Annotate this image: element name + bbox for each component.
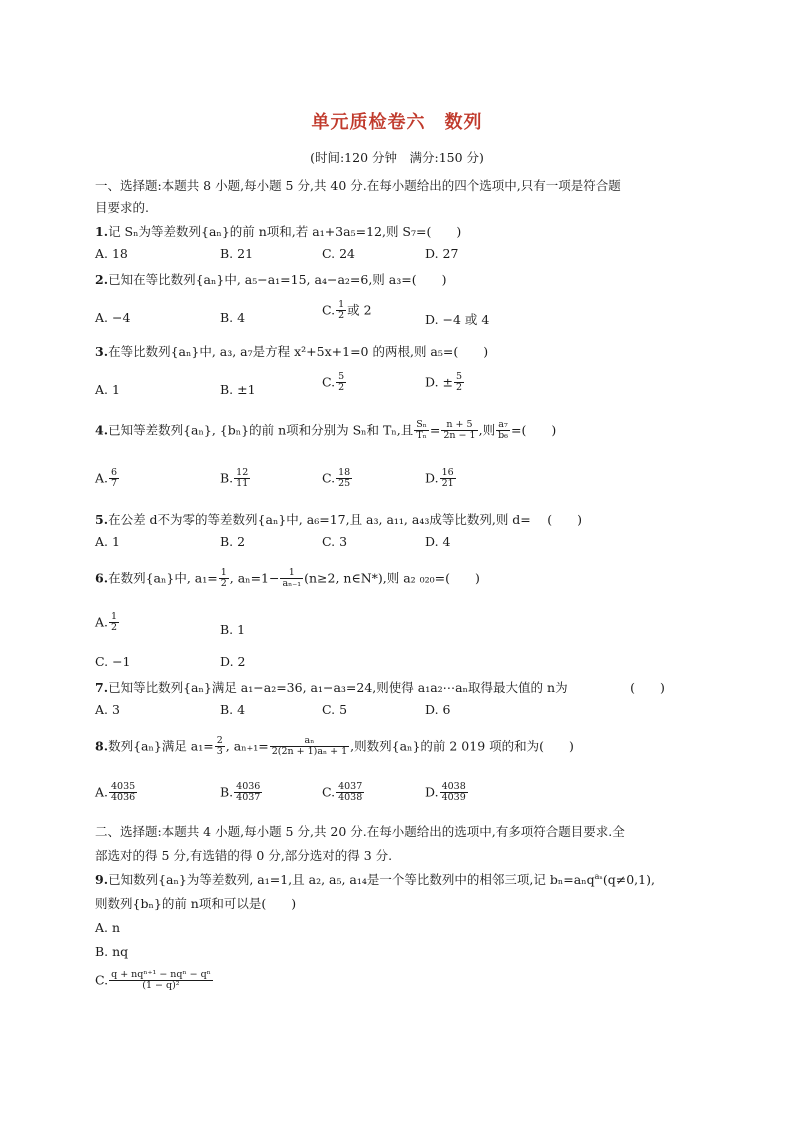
question-text: 在公差 d不为零的等差数列{aₙ}中, a₆=17,且 a₃, a₁₁, a₄₃成等比数列,则 d= ( ) [108,512,582,527]
q5-option-a: A. 1 [95,534,120,549]
question-4: 4.已知等差数列{aₙ}, {bₙ}的前 n项和分别为 Sₙ和 Tₙ,且 $\frac{\text{Sₙ}}{\text{Tₙ}}$ = $\frac{n + 5}{2n - 1}$ ,则 $\frac{\text{a₇}}{\text{b₆}}$ =( ) [95,419,557,442]
question-text: 在等比数列{aₙ}中, a₃, a₇是方程 x²+5x+1=0 的两根,则 a₅=( ) [108,344,489,359]
question-number: 9. [95,872,109,887]
q6-option-c: C. −1 [95,654,131,669]
fraction: $\frac{\text{a₇}}{\text{b₆}}$ [498,419,508,442]
q2-option-b: B. 4 [220,310,246,325]
section1-instructions-line2: 目要求的. [95,200,149,215]
question-number: 8. [95,738,109,754]
question-7 [95,678,665,696]
question-5 [95,510,582,528]
q5-option-d: D. 4 [425,534,451,549]
q3-option-d: D. ± $\frac{5}{2}$ [425,371,463,394]
q8-option-d: D. $\frac{4038}{4039}$ [425,781,466,804]
q4-option-b: B. $\frac{12}{11}$ [220,467,249,490]
section2-instructions-line2: 部选对的得 5 分,有选错的得 0 分,部分选对的得 3 分. [95,848,393,863]
fraction: $\frac{1}{\text{aₙ₋₁}}$ [282,567,302,590]
q1-option-b: B. 21 [220,246,254,261]
fraction: $\frac{6}{7}$ [111,467,118,490]
q6-option-a: A. $\frac{1}{2}$ [95,611,118,634]
question-text: 已知等比数列{aₙ}满足 a₁−a₂=36, a₁−a₃=24,则使得 a₁a₂⋯aₙ取得最大值的 n为 ( ) [108,680,665,695]
question-number: 7. [95,680,109,695]
q9-option-b: B. nq [95,944,129,959]
question-number: 4. [95,422,109,438]
fraction: $\frac{5}{2}$ [456,371,463,394]
fraction: $\frac{1}{2}$ [338,299,345,322]
q7-option-c: C. 5 [322,702,348,717]
q3-option-c: C. $\frac{5}{2}$ [322,371,345,394]
section2-instructions-line1: 二、选择题:本题共 4 小题,每小题 5 分,共 20 分.在每小题给出的选项中,有多项符合题目要求.全 [95,824,625,839]
q1-option-a: A. 18 [95,246,128,261]
section1-instructions-line1: 一、选择题:本题共 8 小题,每小题 5 分,共 40 分.在每小题给出的四个选项中,只有一项是符合题 [95,178,621,193]
question-9: 9.已知数列{aₙ}为等差数列, a₁=1,且 a₂, a₅, a₁₄是一个等比数列中的相邻三项,记 bₙ=aₙq$^{a_n}$(q≠0,1), [95,871,655,887]
question-text: 已知在等比数列{aₙ}中, a₅−a₁=15, a₄−a₂=6,则 a₃=( ) [108,272,447,287]
question-number: 6. [95,570,109,586]
q9-option-c: C. $\frac{\text{q + nqⁿ⁺¹ − nqⁿ − qⁿ}}{\text{(1 − q)²}}$ [95,969,211,992]
fraction: $\frac{4035}{4036}$ [111,781,136,804]
question-6: 6.在数列{aₙ}中, a₁= $\frac{1}{2}$ , aₙ=1− $\frac{1}{\text{aₙ₋₁}}$ (n≥2, n∈N*),则 a₂ ₀₂₀=( ) [95,567,480,590]
q8-option-b: B. $\frac{4036}{4037}$ [220,781,261,804]
q2-option-c: C. $\frac{1}{2}$ 或 2 [322,299,372,322]
fraction: $\frac{n + 5}{2n - 1}$ [443,419,476,442]
question-2 [95,270,446,288]
fraction: $\frac{18}{25}$ [338,467,351,490]
question-9-line2: 则数列{bₙ}的前 n项和可以是( ) [95,896,297,911]
q9-option-a: A. n [95,920,121,935]
q8-option-c: C. $\frac{4037}{4038}$ [322,781,363,804]
question-number: 5. [95,512,109,527]
q4-option-d: D. $\frac{16}{21}$ [425,467,454,490]
page-subtitle: (时间:120 分钟 满分:150 分) [310,150,484,165]
q2-option-d: D. −4 或 4 [425,312,490,327]
q1-option-d: D. 27 [425,246,459,261]
fraction: $\frac{\text{q + nqⁿ⁺¹ − nqⁿ − qⁿ}}{\text{(1 − q)²}}$ [111,969,211,992]
question-number: 1. [95,224,109,239]
page-title: 单元质检卷六 数列 [311,112,483,133]
q5-option-b: B. 2 [220,534,246,549]
question-1 [95,222,461,240]
fraction: $\frac{\text{Sₙ}}{\text{Tₙ}}$ [416,419,427,442]
question-number: 2. [95,272,109,287]
fraction: $\frac{12}{11}$ [236,467,249,490]
q7-option-b: B. 4 [220,702,246,717]
q6-option-d: D. 2 [220,654,246,669]
fraction: $\frac{5}{2}$ [338,371,345,394]
q3-option-a: A. 1 [95,382,120,397]
fraction: $\frac{4037}{4038}$ [338,781,363,804]
fraction: $\frac{\text{aₙ}}{\text{2(2n + 1)aₙ + 1}}$ [271,735,348,758]
q1-option-c: C. 24 [322,246,355,261]
q3-option-b: B. ±1 [220,382,256,397]
fraction: $\frac{4036}{4037}$ [236,781,261,804]
q6-option-b: B. 1 [220,622,246,637]
q4-option-a: A. $\frac{6}{7}$ [95,467,118,490]
fraction: $\frac{1}{2}$ [111,611,118,634]
q7-option-a: A. 3 [95,702,120,717]
question-3 [95,342,488,360]
q7-option-d: D. 6 [425,702,451,717]
question-8: 8.数列{aₙ}满足 a₁= $\frac{2}{3}$ , aₙ₊₁= $\frac{\text{aₙ}}{\text{2(2n + 1)aₙ + 1}}$ ,则数列{aₙ}的前 2 019 项的和为( ) [95,735,574,758]
fraction: $\frac{1}{2}$ [220,567,227,590]
q8-option-a: A. $\frac{4035}{4036}$ [95,781,136,804]
fraction: $\frac{4038}{4039}$ [441,781,466,804]
q4-option-c: C. $\frac{18}{25}$ [322,467,351,490]
question-number: 3. [95,344,109,359]
q2-option-a: A. −4 [95,310,131,325]
question-text: 记 Sₙ为等差数列{aₙ}的前 n项和,若 a₁+3a₅=12,则 S₇=( ) [108,224,462,239]
fraction: $\frac{16}{21}$ [441,467,454,490]
fraction: $\frac{2}{3}$ [216,735,223,758]
q5-option-c: C. 3 [322,534,348,549]
